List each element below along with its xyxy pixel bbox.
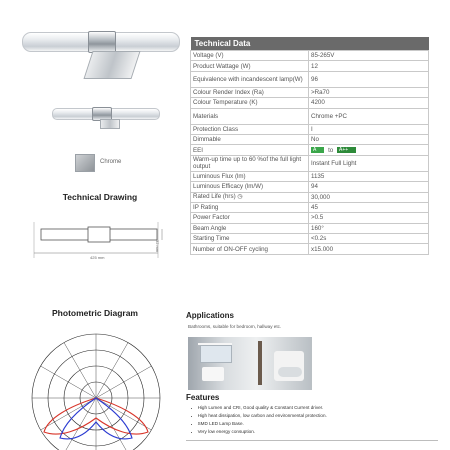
table-row bbox=[191, 61, 429, 71]
technical-drawing-title: Technical Drawing bbox=[62, 192, 138, 202]
table-row bbox=[191, 223, 429, 233]
row-label: Product Wattage (W) bbox=[191, 61, 309, 71]
row-label: EEI bbox=[191, 145, 309, 155]
table-row bbox=[191, 155, 429, 171]
table-row bbox=[191, 213, 429, 223]
list-item: • High Lumen and CRI, Good quality & Constant Current driver. bbox=[191, 404, 327, 412]
row-label: Colour Render Index (Ra) bbox=[191, 87, 309, 97]
row-label: Equivalence with incandescent lamp(W) bbox=[191, 71, 309, 87]
table-row bbox=[191, 108, 429, 124]
table-header-row bbox=[191, 37, 429, 51]
row-value: >Ra70 bbox=[309, 87, 429, 97]
table-row bbox=[191, 98, 429, 108]
row-label-with-icon bbox=[191, 192, 309, 202]
features-list bbox=[186, 404, 327, 436]
table-row bbox=[191, 234, 429, 244]
list-item: • Very low energy consuption. bbox=[191, 428, 327, 436]
row-value: >0.5 bbox=[309, 213, 429, 223]
row-value: 85-265V bbox=[309, 51, 429, 61]
table-row bbox=[191, 134, 429, 144]
bottom-divider bbox=[186, 440, 438, 441]
features-title: Features bbox=[186, 393, 220, 402]
product-image-small bbox=[52, 104, 162, 130]
row-value: No bbox=[309, 134, 429, 144]
table-row bbox=[191, 244, 429, 254]
row-label: Protection Class bbox=[191, 124, 309, 134]
table-row bbox=[191, 171, 429, 181]
photometric-title: Photometric Diagram bbox=[52, 308, 138, 318]
row-label: Dimmable bbox=[191, 134, 309, 144]
row-label: Starting Time bbox=[191, 234, 309, 244]
finish-label: Chrome bbox=[100, 159, 122, 165]
technical-data-table bbox=[190, 37, 429, 255]
row-label: Materials bbox=[191, 108, 309, 124]
row-value: <0.2s bbox=[309, 234, 429, 244]
list-item: • High heat dissipation, low carbon and environmental protection. bbox=[191, 412, 327, 420]
row-value: Instant Full Light bbox=[309, 155, 429, 171]
table-row bbox=[191, 145, 429, 155]
row-label: IP Rating bbox=[191, 202, 309, 212]
product-image-large bbox=[20, 30, 182, 82]
row-label: Luminous Flux (lm) bbox=[191, 171, 309, 181]
eei-to-badge: A++ bbox=[337, 147, 356, 153]
row-value: 94 bbox=[309, 182, 429, 192]
row-value: I bbox=[309, 124, 429, 134]
row-label: Voltage (V) bbox=[191, 51, 309, 61]
row-value: 96 bbox=[309, 71, 429, 87]
drawing-width-label: 425 mm bbox=[90, 255, 105, 260]
row-label: Luminous Efficacy (lm/W) bbox=[191, 182, 309, 192]
applications-subtitle: Bathrooms, suitable for bedroom, hallway etc. bbox=[188, 324, 282, 329]
row-label: Beam Angle bbox=[191, 223, 309, 233]
drawing-height-label: 32 mm bbox=[155, 240, 160, 253]
table-header: Technical Data bbox=[191, 37, 429, 51]
finish-swatch bbox=[75, 154, 95, 172]
list-item: • SMD LED Lamp Base. bbox=[191, 420, 327, 428]
clock-icon: ◷ bbox=[237, 194, 243, 201]
row-value: 160° bbox=[309, 223, 429, 233]
table-row bbox=[191, 87, 429, 97]
table-row bbox=[191, 182, 429, 192]
row-value: 1135 bbox=[309, 171, 429, 181]
row-value: 4200 bbox=[309, 98, 429, 108]
row-value: x15.000 bbox=[309, 244, 429, 254]
table-row bbox=[191, 192, 429, 202]
eei-value bbox=[309, 145, 429, 155]
row-label: Rated Life (hrs) bbox=[193, 193, 236, 201]
applications-title: Applications bbox=[186, 311, 235, 320]
photometric-diagram bbox=[30, 320, 164, 450]
table-row bbox=[191, 124, 429, 134]
eei-to-word: to bbox=[328, 146, 334, 154]
row-label: Warm-up time up to 60 %of the full light output bbox=[191, 155, 309, 171]
row-value: 30,000 bbox=[309, 192, 429, 202]
row-label: Power Factor bbox=[191, 213, 309, 223]
table-row bbox=[191, 71, 429, 87]
eei-from-badge: A bbox=[311, 147, 324, 153]
table-row bbox=[191, 202, 429, 212]
bathroom-photo bbox=[188, 337, 312, 390]
row-label: Colour Temperature (K) bbox=[191, 98, 309, 108]
row-value: 12 bbox=[309, 61, 429, 71]
row-value: Chrome +PC bbox=[309, 108, 429, 124]
table-row bbox=[191, 51, 429, 61]
row-label: Number of ON-OFF cycling bbox=[191, 244, 309, 254]
row-value: 45 bbox=[309, 202, 429, 212]
photometric-svg bbox=[30, 320, 164, 450]
